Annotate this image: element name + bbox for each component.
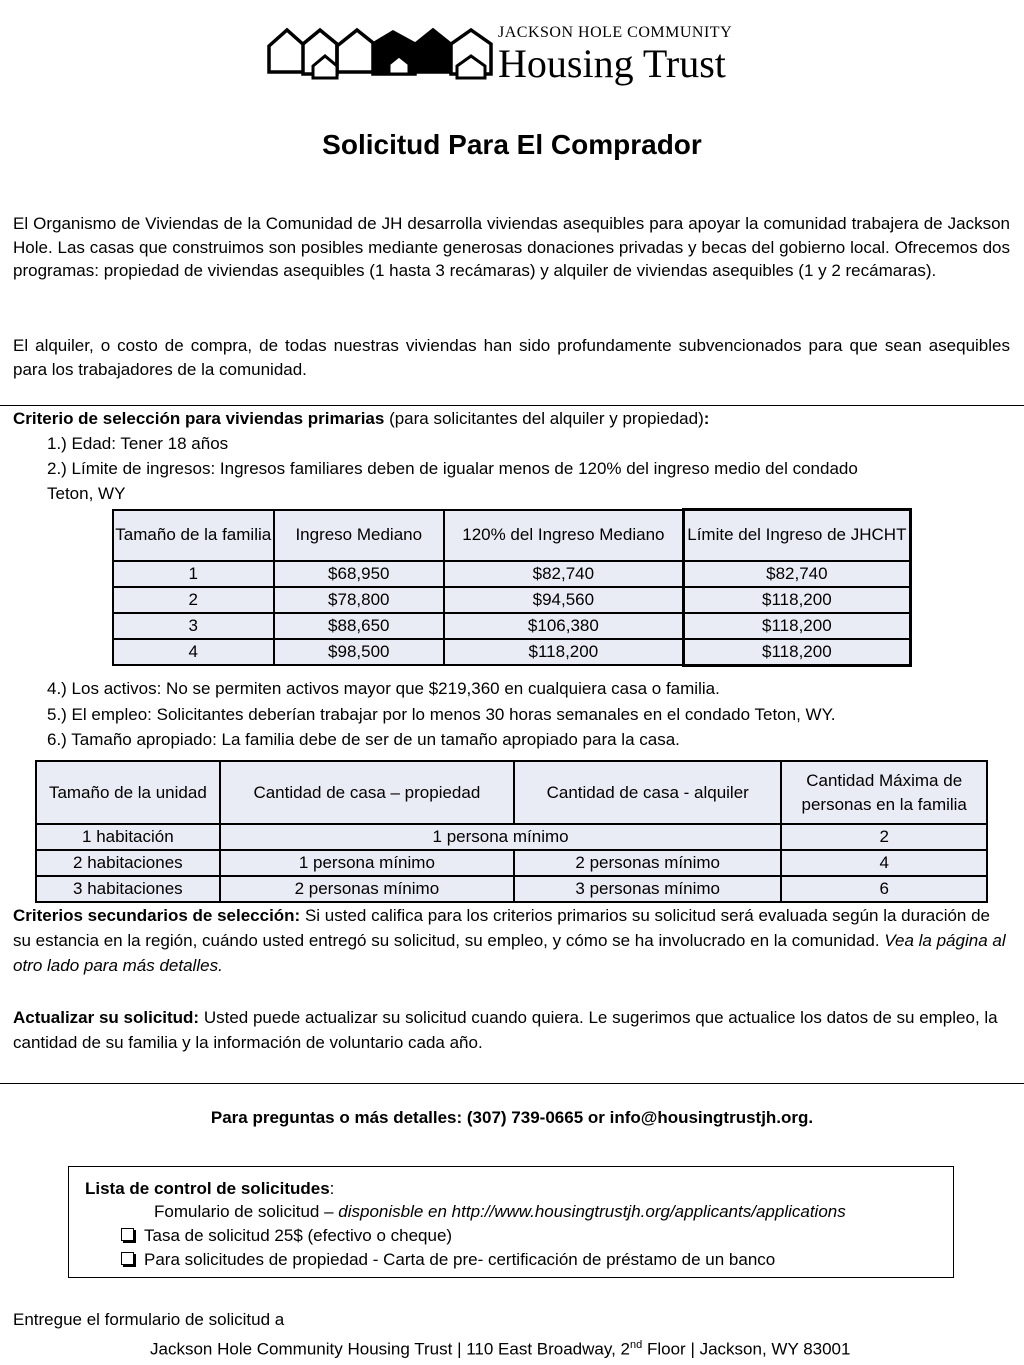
table-cell: 4	[781, 850, 987, 876]
table-cell: 2 personas mínimo	[220, 876, 514, 902]
table-row	[113, 639, 911, 666]
criteria-item-4: 4.) Los activos: No se permiten activos mayor que $219,360 en cualquiera casa o familia.	[47, 679, 720, 698]
org-name-main: Housing Trust	[498, 41, 726, 86]
criteria-item-2-cont: Teton, WY	[47, 484, 126, 503]
table-cell: $94,560	[444, 587, 683, 613]
criteria-heading-bold: Criterio de selección para viviendas primarias	[13, 409, 385, 428]
table-cell: $118,200	[683, 587, 910, 613]
checkbox[interactable]	[121, 1252, 134, 1265]
intro-paragraph-1: El Organismo de Viviendas de la Comunidad de JH desarrolla viviendas asequibles para apoyar la comunidad trabajera de Jackson Hole. Las casas que construimos son posibles mediante generosas donaciones privadas y becas del gobierno local. Ofrecemos dos programas: propiedad de viviendas asequibles (1 hasta 3 recámaras) y alquiler de viviendas asequibles (1 y 2 recámaras).	[13, 214, 1010, 280]
table-header-cell: Tamaño de la familia	[113, 510, 274, 561]
table-cell: 1	[113, 561, 274, 587]
table-header-cell: Cantidad de casa - alquiler	[514, 761, 781, 824]
secondary-criteria-text: Si usted califica para los criterios primarios su solicitud será evaluada según la duración de su estancia en la región, cuándo usted entregó su solicitud, su empleo, y cómo se ha involucrado en la comunidad.	[13, 906, 991, 950]
table-cell: $106,380	[444, 613, 683, 639]
table-cell: $118,200	[683, 613, 910, 639]
table-cell: 1 persona mínimo	[220, 824, 782, 850]
table-header-row	[113, 510, 911, 561]
table-row	[113, 613, 911, 639]
checklist-form-link[interactable]: disponisble en http://www.housingtrustjh.org/applicants/applications	[338, 1202, 846, 1221]
table-cell: $68,950	[274, 561, 445, 587]
table-row	[113, 561, 911, 587]
criteria-item-2: 2.) Límite de ingresos: Ingresos familiares deben de igualar menos de 120% del ingreso medio del condado	[47, 459, 858, 478]
table-header-row	[36, 761, 987, 824]
table-cell: 3 habitaciones	[36, 876, 220, 902]
criteria-item-5: 5.) El empleo: Solicitantes deberían trabajar por lo menos 30 horas semanales en el condado Teton, WY.	[47, 705, 836, 724]
footer-address-b: Floor | Jackson, WY 83001	[642, 1339, 851, 1359]
table-cell: 4	[113, 639, 274, 666]
table-cell: $118,200	[683, 639, 910, 666]
table-cell: $78,800	[274, 587, 445, 613]
update-heading: Actualizar su solicitud:	[13, 1008, 200, 1027]
checklist-title-colon: :	[329, 1179, 335, 1198]
checklist-item	[121, 1248, 775, 1272]
secondary-criteria-heading: Criterios secundarios de selección:	[13, 906, 301, 925]
intro-paragraph-2: El alquiler, o costo de compra, de todas nuestras viviendas han sido profundamente subvencionados para que sean asequibles para los trabajadores de la comunidad.	[13, 336, 1010, 379]
table-cell: 3 personas mínimo	[514, 876, 781, 902]
checklist-form-prefix: Fomulario de solicitud –	[154, 1202, 339, 1221]
houses-logo-icon	[265, 22, 493, 84]
footer-address-sup: nd	[630, 1339, 643, 1351]
criteria-heading-rest: (para solicitantes del alquiler y propiedad)	[384, 409, 704, 428]
table-cell: 1 habitación	[36, 824, 220, 850]
table-row	[36, 824, 987, 850]
checklist-item	[121, 1224, 452, 1248]
update-text: Usted puede actualizar su solicitud cuando quiera. Le sugerimos que actualice los datos de su empleo, la cantidad de su familia y la información de voluntario cada año.	[13, 1008, 998, 1052]
org-name-top: JACKSON HOLE COMMUNITY	[498, 24, 733, 41]
table-cell: 2	[781, 824, 987, 850]
divider	[0, 405, 1024, 406]
table-cell: 2 personas mínimo	[514, 850, 781, 876]
income-limit-table	[112, 508, 912, 667]
table-row	[36, 876, 987, 902]
table-header-cell: Tamaño de la unidad	[36, 761, 220, 824]
checklist-form-line	[154, 1200, 846, 1224]
checklist-title	[85, 1177, 334, 1201]
table-header-cell: Ingreso Mediano	[274, 510, 445, 561]
checklist-title-text: Lista de control de solicitudes	[85, 1179, 330, 1198]
table-cell: 3	[113, 613, 274, 639]
secondary-criteria	[13, 903, 1010, 978]
table-cell: 2	[113, 587, 274, 613]
criteria-heading	[13, 407, 709, 431]
table-cell: $82,740	[444, 561, 683, 587]
criteria-heading-colon: :	[703, 409, 710, 428]
contact-line: Para preguntas o más detalles: (307) 739-0665 or info@housingtrustjh.org.	[210, 1108, 814, 1127]
table-cell: $118,200	[444, 639, 683, 666]
table-header-cell: 120% del Ingreso Mediano	[444, 510, 683, 561]
table-cell: 2 habitaciones	[36, 850, 220, 876]
table-cell: $88,650	[274, 613, 445, 639]
table-header-cell: Cantidad de casa – propiedad	[220, 761, 514, 824]
checklist-item-label: Para solicitudes de propiedad - Carta de pre- certificación de préstamo de un banco	[144, 1250, 776, 1269]
checklist-item-label: Tasa de solicitud 25$ (efectivo o cheque)	[144, 1226, 453, 1245]
table-header-cell: Cantidad Máxima de personas en la familia	[781, 761, 987, 824]
divider	[0, 1083, 1024, 1084]
table-cell: $98,500	[274, 639, 445, 666]
secondary-criteria-note: Vea la página al otro lado para más detalles.	[13, 931, 1006, 975]
checklist-box	[68, 1166, 954, 1278]
page-title: Solicitud Para El Comprador	[322, 129, 702, 160]
criteria-item-1: 1.) Edad: Tener 18 años	[47, 434, 229, 453]
update-section	[13, 1005, 1010, 1055]
table-cell: 6	[781, 876, 987, 902]
footer-line-1: Entregue el formulario de solicitud a	[13, 1310, 285, 1329]
checkbox[interactable]	[121, 1228, 134, 1241]
table-header-cell: Límite del Ingreso de JHCHT	[683, 510, 910, 561]
table-cell: 1 persona mínimo	[220, 850, 514, 876]
footer-address-a: Jackson Hole Community Housing Trust | 110 East Broadway, 2	[150, 1339, 631, 1359]
table-cell: $82,740	[683, 561, 910, 587]
table-row	[113, 587, 911, 613]
criteria-item-6: 6.) Tamaño apropiado: La familia debe de ser de un tamaño apropiado para la casa.	[47, 730, 680, 749]
unit-size-table	[35, 760, 988, 903]
footer-address	[150, 1333, 850, 1362]
table-row	[36, 850, 987, 876]
